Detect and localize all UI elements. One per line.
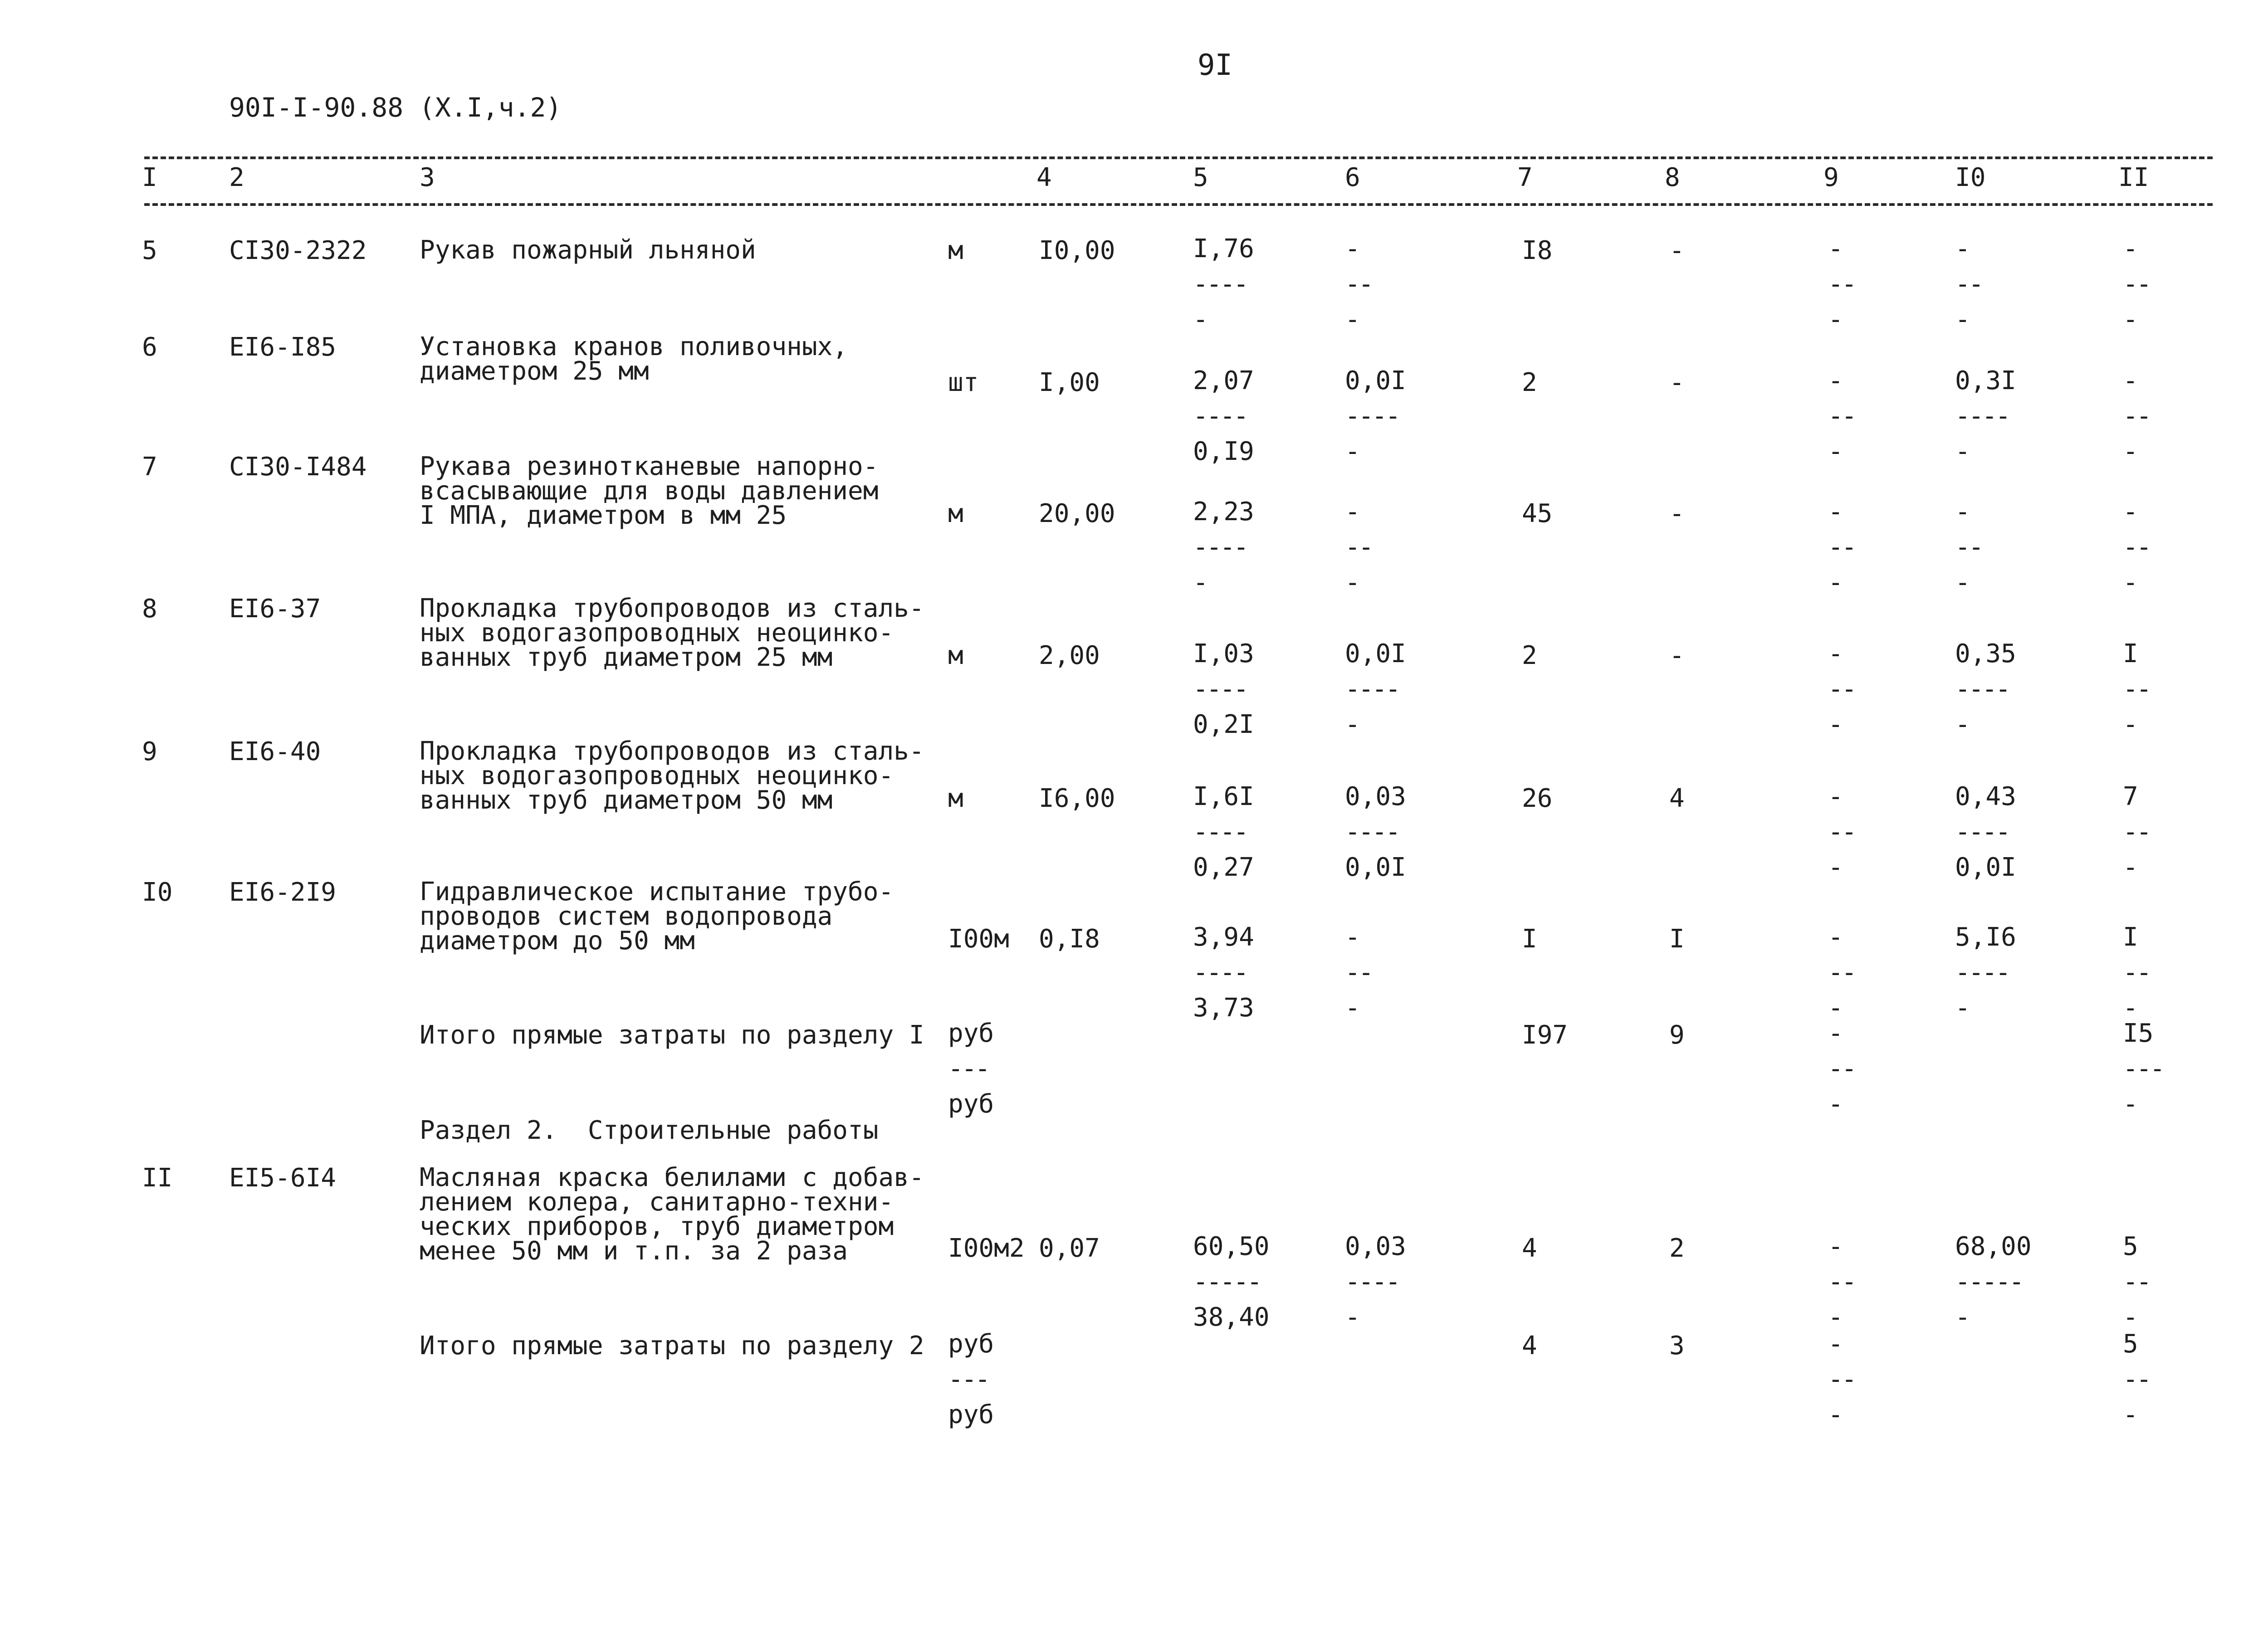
fraction-numerator: 7 xyxy=(2123,782,2138,811)
fraction-separator: -- xyxy=(1828,1368,1855,1391)
estimate-code: EI6-2I9 xyxy=(229,878,337,907)
col7-value: 4 xyxy=(1522,1234,1537,1263)
total-label: Итого прямые затраты по разделу I xyxy=(420,1020,924,1050)
col7-value: 45 xyxy=(1522,499,1553,528)
col9-value xyxy=(1828,1010,1855,1128)
column-header: 7 xyxy=(1517,163,1533,192)
row-number: 9 xyxy=(142,737,157,766)
fraction-numerator: 5,I6 xyxy=(1955,922,2016,952)
fraction-numerator: - xyxy=(1828,639,1843,668)
section-title: Раздел 2. Строительные работы xyxy=(420,1116,879,1145)
fraction-numerator: 5 xyxy=(2123,1329,2138,1359)
fraction-separator: -- xyxy=(2123,1368,2150,1391)
work-description xyxy=(420,877,894,956)
description-line: Масляная краска белилами с добав- xyxy=(420,1163,924,1192)
col10-value xyxy=(1955,914,2016,1032)
quantity: I0,00 xyxy=(1039,236,1115,265)
col5-value xyxy=(1193,914,1254,1032)
column-header: 2 xyxy=(229,163,244,192)
fraction-separator: ---- xyxy=(1345,405,1399,428)
fraction-numerator: - xyxy=(1955,497,1970,527)
fraction-separator: ---- xyxy=(1955,678,2009,701)
fraction-numerator: - xyxy=(1828,234,1843,263)
col7-value: I8 xyxy=(1522,236,1553,265)
row-number: 7 xyxy=(142,452,157,482)
estimate-code: CI30-2322 xyxy=(229,236,367,265)
col7-value: 2 xyxy=(1522,368,1537,397)
fraction-numerator: - xyxy=(1828,782,1843,811)
fraction-separator: -- xyxy=(2123,678,2150,701)
col8-value: I xyxy=(1669,924,1685,954)
column-header: 9 xyxy=(1823,163,1839,192)
fraction-numerator: руб xyxy=(948,1329,994,1359)
quantity: 20,00 xyxy=(1039,499,1115,528)
col8-value: 2 xyxy=(1669,1234,1685,1263)
fraction-numerator: I,6I xyxy=(1193,782,1254,811)
col10-value xyxy=(1955,630,2016,748)
row-number: 8 xyxy=(142,594,157,624)
fraction-denominator: - xyxy=(2123,993,2138,1023)
col8-value: 9 xyxy=(1669,1020,1685,1050)
column-header: II xyxy=(2118,163,2149,192)
fraction-numerator: 0,0I xyxy=(1345,366,1406,395)
fraction-separator: ---- xyxy=(1955,820,2009,844)
fraction-denominator: - xyxy=(1345,1302,1360,1332)
col8-value: - xyxy=(1669,499,1685,528)
fraction-separator: -- xyxy=(2123,961,2150,985)
fraction-separator: -- xyxy=(2123,405,2150,428)
fraction-separator: ---- xyxy=(1345,820,1399,844)
fraction-separator: ---- xyxy=(1193,961,1247,985)
fraction-denominator: 38,40 xyxy=(1193,1302,1270,1332)
col8-value: 4 xyxy=(1669,784,1685,813)
fraction-numerator: 0,03 xyxy=(1345,782,1406,811)
col7-value: I xyxy=(1522,924,1537,954)
description-line: ванных труб диаметром 25 мм xyxy=(420,643,833,672)
col7-value: 26 xyxy=(1522,784,1553,813)
fraction-denominator: 0,0I xyxy=(1955,853,2016,882)
fraction-denominator: - xyxy=(1955,305,1970,334)
fraction-denominator: 0,2I xyxy=(1193,710,1254,739)
work-description xyxy=(420,1163,924,1266)
col5-value xyxy=(1193,488,1254,606)
col10-value xyxy=(1955,357,2016,475)
fraction-numerator: - xyxy=(2123,366,2138,395)
col5-value xyxy=(1193,225,1254,343)
fraction-numerator: I,76 xyxy=(1193,234,1254,263)
fraction-separator: -- xyxy=(1828,678,1855,701)
fraction-separator: -- xyxy=(1345,536,1372,559)
fraction-separator: ---- xyxy=(1955,405,2009,428)
fraction-numerator: 0,03 xyxy=(1345,1232,1406,1261)
col6-value xyxy=(1345,488,1372,606)
fraction-denominator: - xyxy=(1828,1400,1843,1429)
col8-value: - xyxy=(1669,641,1685,670)
col10-value xyxy=(1955,1223,2032,1341)
fraction-numerator: - xyxy=(1828,1232,1843,1261)
row-number: I0 xyxy=(142,878,173,907)
col11-value xyxy=(2123,630,2150,748)
col11-value xyxy=(2123,357,2150,475)
col9-value xyxy=(1828,773,1855,891)
col11-value xyxy=(2123,773,2150,891)
column-header: 3 xyxy=(420,163,435,192)
fraction-denominator: - xyxy=(1828,305,1843,334)
col9-value xyxy=(1828,1321,1855,1439)
total-unit xyxy=(948,1010,994,1128)
fraction-numerator: руб xyxy=(948,1019,994,1048)
estimate-code: EI6-I85 xyxy=(229,332,337,362)
description-line: всасывающие для воды давлением xyxy=(420,476,879,506)
header-bottom-rule xyxy=(144,203,2213,206)
fraction-separator: -- xyxy=(1828,820,1855,844)
quantity: I6,00 xyxy=(1039,784,1115,813)
fraction-separator: ---- xyxy=(1193,820,1247,844)
fraction-denominator: - xyxy=(2123,568,2138,597)
fraction-numerator: 0,0I xyxy=(1345,639,1406,668)
col8-value: - xyxy=(1669,368,1685,397)
fraction-numerator: 68,00 xyxy=(1955,1232,2032,1261)
fraction-denominator: - xyxy=(1955,568,1970,597)
col5-value xyxy=(1193,773,1254,891)
unit: м xyxy=(948,236,963,265)
unit: I00м2 xyxy=(948,1234,1025,1263)
fraction-denominator: 0,I9 xyxy=(1193,437,1254,466)
col6-value xyxy=(1345,630,1406,748)
description-line: ных водогазопроводных неоцинко- xyxy=(420,761,894,790)
fraction-separator: ----- xyxy=(1193,1270,1261,1294)
fraction-numerator: I xyxy=(2123,639,2138,668)
description-line: менее 50 мм и т.п. за 2 раза xyxy=(420,1236,848,1266)
quantity: 2,00 xyxy=(1039,641,1100,670)
fraction-numerator: - xyxy=(1345,497,1360,527)
column-header: 8 xyxy=(1665,163,1680,192)
work-description xyxy=(420,596,924,670)
estimate-code: EI6-37 xyxy=(229,594,321,624)
row-number: II xyxy=(142,1163,173,1193)
fraction-numerator: - xyxy=(1345,234,1360,263)
fraction-denominator: - xyxy=(1345,437,1360,466)
fraction-denominator: - xyxy=(2123,1089,2138,1119)
quantity: 0,I8 xyxy=(1039,924,1100,954)
fraction-denominator: - xyxy=(1345,568,1360,597)
fraction-numerator: - xyxy=(1828,497,1843,527)
col8-value: 3 xyxy=(1669,1331,1685,1361)
row-number: 6 xyxy=(142,332,157,362)
fraction-separator: ---- xyxy=(1193,405,1247,428)
fraction-separator: -- xyxy=(1828,273,1855,296)
fraction-separator: --- xyxy=(948,1057,989,1081)
description-line: ванных труб диаметром 50 мм xyxy=(420,785,833,815)
fraction-separator: ---- xyxy=(1345,678,1399,701)
fraction-separator: -- xyxy=(1828,1270,1855,1294)
description-line: Рукав пожарный льняной xyxy=(420,235,756,265)
col5-value xyxy=(1193,1223,1270,1341)
row-number: 5 xyxy=(142,236,157,265)
fraction-separator: -- xyxy=(2123,536,2150,559)
col5-value xyxy=(1193,357,1254,475)
fraction-denominator: - xyxy=(2123,1400,2138,1429)
description-line: ческих приборов, труб диаметром xyxy=(420,1212,894,1241)
fraction-denominator: - xyxy=(1828,853,1843,882)
fraction-denominator: - xyxy=(1193,305,1208,334)
col9-value xyxy=(1828,488,1855,606)
estimate-code: CI30-I484 xyxy=(229,452,367,482)
unit: м xyxy=(948,499,963,528)
col7-value: I97 xyxy=(1522,1020,1568,1050)
col8-value: - xyxy=(1669,236,1685,265)
fraction-separator: --- xyxy=(948,1368,989,1391)
work-description xyxy=(420,454,878,528)
fraction-denominator: - xyxy=(2123,437,2138,466)
column-header: 6 xyxy=(1345,163,1360,192)
fraction-denominator: - xyxy=(2123,853,2138,882)
col10-value xyxy=(1955,773,2016,891)
description-line: диаметром 25 мм xyxy=(420,356,649,386)
fraction-separator: ---- xyxy=(1345,1270,1399,1294)
fraction-separator: ----- xyxy=(1955,1270,2023,1294)
work-description xyxy=(420,332,848,386)
fraction-separator: -- xyxy=(2123,820,2150,844)
fraction-denominator: - xyxy=(2123,710,2138,739)
fraction-denominator: - xyxy=(1345,993,1360,1023)
fraction-denominator: - xyxy=(1955,1302,1970,1332)
fraction-separator: -- xyxy=(1828,1057,1855,1081)
fraction-numerator: 2,23 xyxy=(1193,497,1254,527)
column-header: 4 xyxy=(1036,163,1052,192)
unit: I00м xyxy=(948,924,1009,954)
fraction-denominator: - xyxy=(1828,437,1843,466)
fraction-separator: ---- xyxy=(1193,273,1247,296)
fraction-denominator: - xyxy=(2123,1302,2138,1332)
fraction-separator: --- xyxy=(2123,1057,2164,1081)
fraction-numerator: - xyxy=(1828,366,1843,395)
fraction-separator: -- xyxy=(1828,961,1855,985)
col9-value xyxy=(1828,630,1855,748)
fraction-numerator: - xyxy=(1828,922,1843,952)
unit: шт xyxy=(948,368,979,397)
fraction-separator: -- xyxy=(1828,536,1855,559)
fraction-separator: -- xyxy=(1828,405,1855,428)
description-line: Установка кранов поливочных, xyxy=(420,332,848,361)
column-header: 5 xyxy=(1193,163,1208,192)
description-line: I МПА, диаметром в мм 25 xyxy=(420,501,787,530)
fraction-denominator: - xyxy=(1345,305,1360,334)
col11-value xyxy=(2123,225,2150,343)
fraction-numerator: 60,50 xyxy=(1193,1232,1270,1261)
col6-value xyxy=(1345,357,1406,475)
description-line: ных водогазопроводных неоцинко- xyxy=(420,618,894,648)
fraction-denominator: - xyxy=(1828,1302,1843,1332)
fraction-numerator: 5 xyxy=(2123,1232,2138,1261)
fraction-numerator: I5 xyxy=(2123,1019,2154,1048)
fraction-denominator: - xyxy=(1828,710,1843,739)
col6-value xyxy=(1345,225,1372,343)
estimate-code: EI6-40 xyxy=(229,737,321,766)
quantity: 0,07 xyxy=(1039,1234,1100,1263)
estimate-code: EI5-6I4 xyxy=(229,1163,337,1193)
work-description xyxy=(420,235,756,265)
fraction-numerator: 0,35 xyxy=(1955,639,2016,668)
document-code: 90I-I-90.88 (X.I,ч.2) xyxy=(229,92,562,123)
fraction-separator: ---- xyxy=(1193,678,1247,701)
description-line: диаметром до 50 мм xyxy=(420,926,695,956)
work-description xyxy=(420,739,924,813)
col11-value xyxy=(2123,1010,2163,1128)
description-line: лением колера, санитарно-техни- xyxy=(420,1187,894,1217)
fraction-denominator: руб xyxy=(948,1089,994,1119)
fraction-numerator: - xyxy=(1345,922,1360,952)
fraction-denominator: - xyxy=(1345,710,1360,739)
description-line: Рукава резинотканевые напорно- xyxy=(420,452,879,481)
column-header: I0 xyxy=(1955,163,1986,192)
quantity: I,00 xyxy=(1039,368,1100,397)
col6-value xyxy=(1345,773,1406,891)
fraction-denominator: - xyxy=(2123,305,2138,334)
fraction-separator: ---- xyxy=(1955,961,2009,985)
total-label: Итого прямые затраты по разделу 2 xyxy=(420,1331,924,1361)
fraction-numerator: I xyxy=(2123,922,2138,952)
col10-value xyxy=(1955,488,1982,606)
fraction-denominator: 0,27 xyxy=(1193,853,1254,882)
fraction-numerator: 0,3I xyxy=(1955,366,2016,395)
fraction-numerator: - xyxy=(1828,1019,1843,1048)
fraction-denominator: - xyxy=(1828,1089,1843,1119)
fraction-numerator: 3,94 xyxy=(1193,922,1254,952)
fraction-numerator: - xyxy=(1955,234,1970,263)
description-line: Прокладка трубопроводов из сталь- xyxy=(420,737,924,766)
header-top-rule xyxy=(144,156,2213,159)
col9-value xyxy=(1828,225,1855,343)
col7-value: 4 xyxy=(1522,1331,1537,1361)
fraction-separator: -- xyxy=(2123,273,2150,296)
fraction-denominator: 3,73 xyxy=(1193,993,1254,1023)
fraction-separator: -- xyxy=(1955,273,1982,296)
description-line: проводов систем водопровода xyxy=(420,902,833,931)
fraction-numerator: - xyxy=(1828,1329,1843,1359)
fraction-denominator: - xyxy=(1828,993,1843,1023)
fraction-denominator: - xyxy=(1955,993,1970,1023)
fraction-numerator: - xyxy=(2123,497,2138,527)
col6-value xyxy=(1345,1223,1406,1341)
col10-value xyxy=(1955,225,1982,343)
unit: м xyxy=(948,784,963,813)
page-number: 9I xyxy=(1198,49,1233,82)
total-unit xyxy=(948,1321,994,1439)
fraction-denominator: - xyxy=(1193,568,1208,597)
fraction-numerator: - xyxy=(2123,234,2138,263)
fraction-separator: ---- xyxy=(1193,536,1247,559)
col7-value: 2 xyxy=(1522,641,1537,670)
fraction-denominator: 0,0I xyxy=(1345,853,1406,882)
col11-value xyxy=(2123,488,2150,606)
unit: м xyxy=(948,641,963,670)
fraction-denominator: руб xyxy=(948,1400,994,1429)
fraction-separator: -- xyxy=(1345,961,1372,985)
description-line: Прокладка трубопроводов из сталь- xyxy=(420,594,924,623)
fraction-separator: -- xyxy=(1345,273,1372,296)
fraction-numerator: 0,43 xyxy=(1955,782,2016,811)
fraction-denominator: - xyxy=(1955,437,1970,466)
description-line: Гидравлическое испытание трубо- xyxy=(420,877,894,907)
fraction-separator: -- xyxy=(1955,536,1982,559)
col11-value xyxy=(2123,1321,2150,1439)
column-header: I xyxy=(142,163,157,192)
fraction-denominator: - xyxy=(1828,568,1843,597)
fraction-numerator: 2,07 xyxy=(1193,366,1254,395)
fraction-numerator: I,03 xyxy=(1193,639,1254,668)
col9-value xyxy=(1828,357,1855,475)
col5-value xyxy=(1193,630,1254,748)
col6-value xyxy=(1345,914,1372,1032)
fraction-separator: -- xyxy=(2123,1270,2150,1294)
fraction-denominator: - xyxy=(1955,710,1970,739)
